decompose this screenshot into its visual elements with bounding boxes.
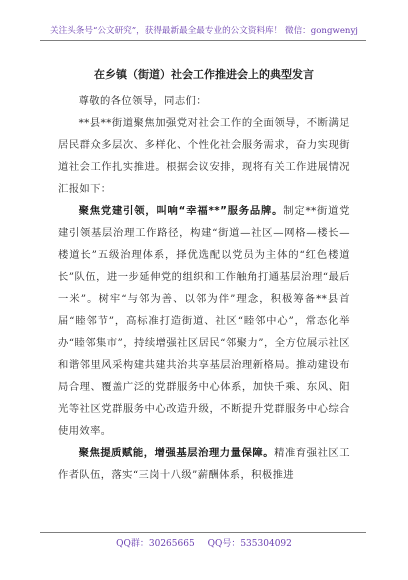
section-1-text: 制定**街道党建引领基层治理工作路径，构建“街道—社区—网格—楼长—楼道长”五级治理体系，择优选配以党员为主体的“红色楼道长”队伍，进一步延伸党的组织和工作触角打通基层治理“最后一米”。树牢“与邻为善、以邻为伴”理念，积极筹备**县首届“睦邻节”，高标准打造街道、社区“睦邻中心”，常态化举办“睦邻集市”，持续增强社区居民“邻聚力”，全方位展示社区和谐邻里风采构建共建共治共享基层治理新格局。推动建设布局合理、覆盖广泛的党群服务中心体系，加快千乘、东风、阳光等社区党群服务中心改造升级，不断提升党群服务中心综合使用效率。 [58,205,350,437]
footer-divider [40,532,366,533]
footer-qq-number: QQ号：535304092 [207,539,292,549]
footer-qq-group: QQ群：30265665 [116,539,195,549]
document-body [58,90,350,486]
document-title: 在乡镇（街道）社会工作推进会上的典型发言 [94,68,314,81]
section-2-paragraph [58,442,350,486]
intro-paragraph: **县**街道聚焦加强党对社会工作的全面领导，不断满足居民群众多层次、多样化、个性化社会服务需求，奋力实现街道社会工作扎实推进。根据会议安排，现将有关工作进展情况汇报如下： [58,117,350,195]
section-2-heading: 聚焦提质赋能，增强基层治理力量保障。 [78,447,275,459]
section-1-paragraph [58,200,350,442]
header-banner: 关注头条号“公文研究”，获得最新最全最专业的公文资料库！ 微信：gongwenyj [50,26,358,36]
greeting: 尊敬的各位领导，同志们： [78,95,207,107]
footer [0,536,408,549]
section-1-heading: 聚焦党建引领，叫响“幸福**”服务品牌。 [78,205,284,217]
header-divider [40,40,366,41]
section-2-text: 精准育强社区工作者队伍，落实“三岗十八级”薪酬体系，积极推进 [58,447,350,481]
